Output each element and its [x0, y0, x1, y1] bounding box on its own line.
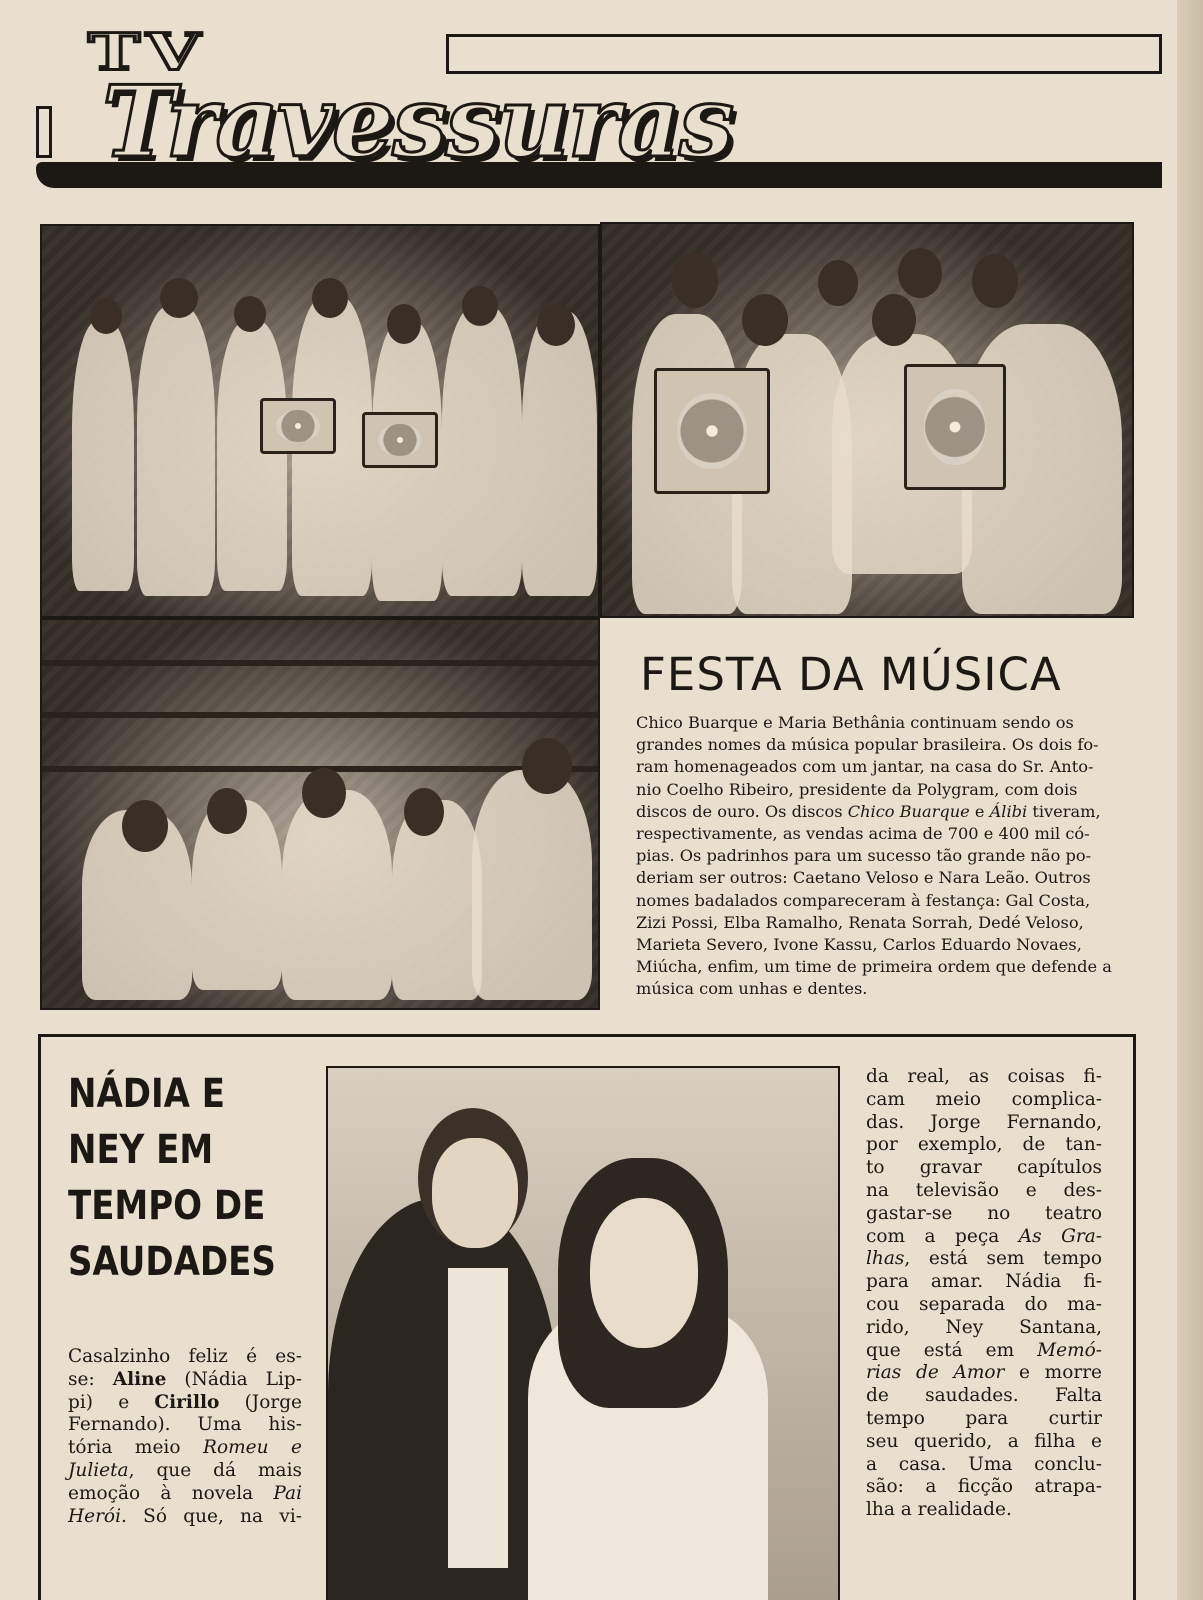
article-1-line: Marieta Severo, Ivone Kassu, Carlos Eduardo Novaes, [636, 935, 1082, 955]
article-1-line: Miúcha, enfim, um time de primeira ordem que defende a [636, 957, 1112, 977]
article-1-line: Chico Buarque e Maria Bethânia continuam sendo os [636, 713, 1074, 732]
article-1-line: nomes badalados compareceram à festança: Gal Costa, [636, 890, 1091, 910]
article-2-headline: NÁDIA E NEY EM TEMPO DE SAUDADES [68, 1071, 276, 1285]
photo-group-standing [40, 224, 600, 618]
article-1-line: pias. Os padrinhos para um sucesso tão grande não po- [636, 846, 1092, 866]
article-1-body [636, 712, 1119, 1001]
article-1-line: ram homenageados com um jantar, na casa do Sr. Anto- [636, 757, 1094, 777]
article-1-line: Zizi Possi, Elba Ramalho, Renata Sorrah, Dedé Veloso, [636, 912, 1084, 932]
masthead [36, 22, 1164, 198]
photo-seated-party [40, 618, 600, 1010]
article-1-headline: FESTA DA MÚSICA [640, 648, 1062, 701]
article-1-line: deriam ser outros: Caetano Veloso e Nara Leão. Outros [636, 868, 1091, 888]
article-1-line: discos de ouro. Os discos Chico Buarque e Álibi tiveram, [636, 801, 1101, 821]
article-1-line: música com unhas e dentes. [636, 979, 868, 999]
article-1-line: nio Coelho Ribeiro, presidente da Polygram, com dois [636, 779, 1078, 799]
article-1-line: respectivamente, as vendas acima de 700 e 400 mil có- [636, 824, 1090, 844]
photo-couple [326, 1066, 840, 1600]
masthead-stub [36, 106, 52, 158]
article-2-right-column: da real, as coisas fi- cam meio complica- das. Jorge Fernando, por exemplo, de tan- to gravar capítulos na televisão e des- gastar-se no teatro com a peça As Gra- lhas, está sem tempo para amar. Nádia fi- cou separada do ma- rido, Ney Santana, que está em Memó- rias de Amor e morre de saudades. Falta tempo para curtir seu querido, a filha e a casa. Uma conclu- são: a ficção atrapa- lha a realidade. [866, 1066, 1102, 1521]
page-edge [1177, 0, 1203, 1600]
photo-gold-discs [600, 222, 1134, 618]
section-title: Travessuras [102, 65, 733, 180]
article-2-left-column: Casalzinho feliz é es- se: Aline (Nádia Lip- pi) e Cirillo (Jorge Fernando). Uma his- tória meio Romeu e Julieta, que dá mais emoção à novela Pai Herói. Só que, na vi- [68, 1346, 302, 1527]
section-label: TV [88, 22, 207, 82]
article-1-line: grandes nomes da música popular brasileira. Os dois fo- [636, 735, 1099, 755]
